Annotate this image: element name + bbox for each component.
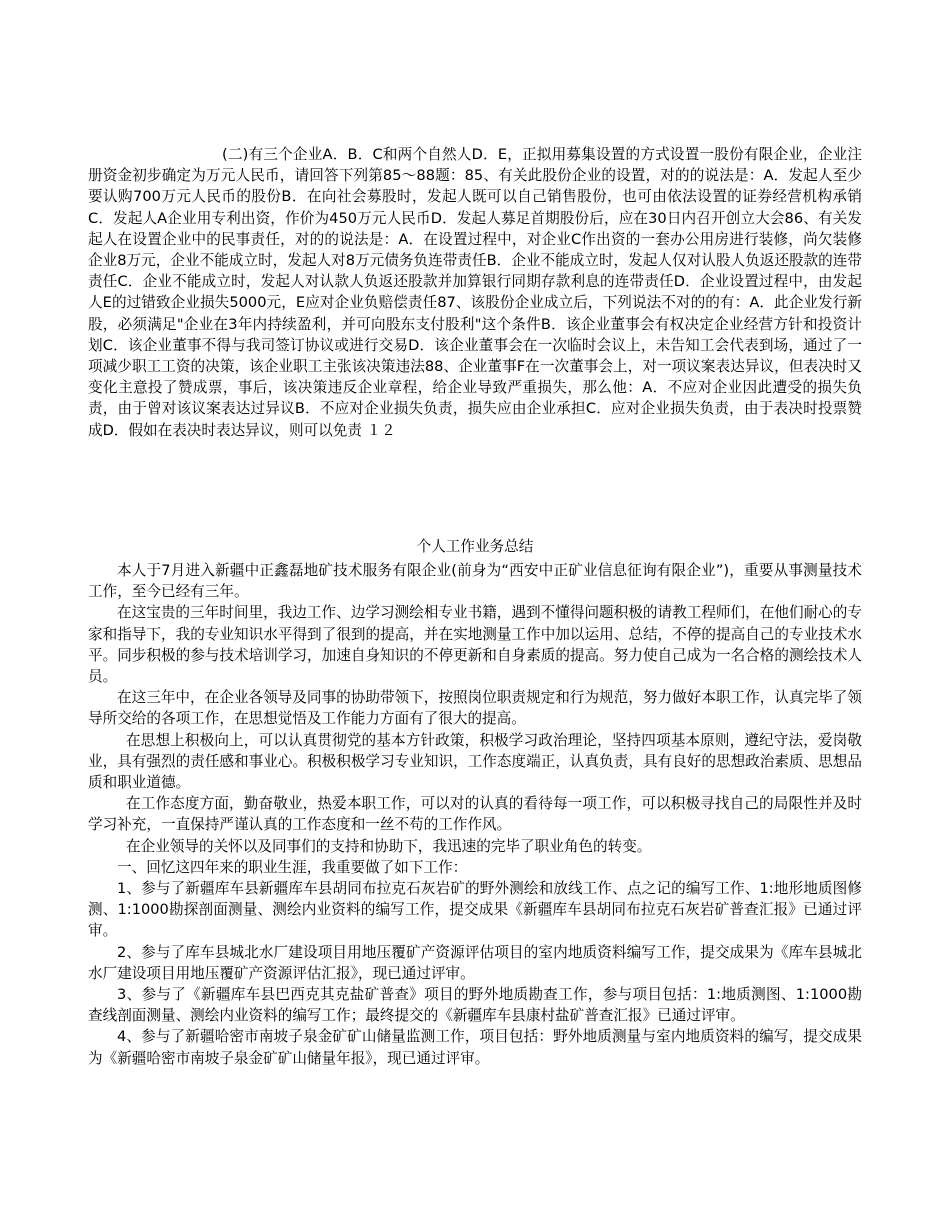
exam-question-section: (二)有三个企业A．B．C和两个自然人D．E，正拟用募集设置的方式设置一股份有限企业，企业注册资金初步确定为万元人民币，请回答下列第85～88题：85、有关此股份企业的设置，对的的说法是：A．发起人至少要认购700万元人民币的股份B．在向社会募股时，发起人既可以自己销售股份，也可由依法设置的证券经营机构承销C．发起人A企业用专利出资，作价为450万元人民币D．发起人募足首期股份后，应在30日内召开创立大会86、有关发起人在设置企业中的民事责任，对的的说法是：A．在设置过程中，对企业C作出资的一套办公用房进行装修，尚欠装修企业8万元，企业不能成立时，发起人对8万元债务负连带责任B．企业不能成立时，发起人仅对认股人负返还股款的连带责任C．企业不能成立时，发起人对认款人负返还股款并加算银行同期存款利息的连带责任D．企业设置过程中，由发起人E的过错致企业损失5000元，E应对企业负赔偿责任87、该股份企业成立后，下列说法不对的的有：A．此企业发行新股，必须满足"企业在3年内持续盈利，并可向股东支付股利"这个条件B．该企业董事会有权决定企业经营方针和投资计划C．该企业董事不得与我司签订协议或进行交易D．该企业董事会在一次临时会议上，未告知工会代表到场，通过了一项减少职工工资的决策，该企业职工主张该决策违法88、企业董事F在一次董事会上，对一项议案表达异议，但表决时又变化主意投了赞成票，事后，该决策违反企业章程，给企业导致严重损失，那么他：A．不应对企业因此遭受的损失负责，由于曾对该议案表达过异议B．不应对企业损失负责，损失应由企业承担C．应对企业损失负责，由于表决时投票赞成D．假如在表决时表达异议，则可以免责 １２ — [88, 146, 862, 439]
summary-body — [88, 560, 862, 1069]
work-item-1: 1、参与了新疆库车县新疆库车县胡同布拉克石灰岩矿的野外测绘和放线工作、点之记的编写工作、1:地形地质图修测、1:1000勘探剖面测量、测绘内业资料的编写工作，提交成果《新疆库车县胡同布拉克石灰岩矿普查汇报》已通过评审。 — [88, 880, 862, 940]
work-item-3: 3、参与了《新疆库车县巴西克其克盐矿普查》项目的野外地质勘查工作，参与项目包括：1:地质测图、1:1000勘查线剖面测量、测绘内业资料的编写工作；最终提交的《新疆库车县康村盐矿普查汇报》已通过评审。 — [88, 986, 862, 1025]
paragraph-work-heading: 一、回忆这四年来的职业生涯，我重要做了如下工作： — [117, 858, 468, 876]
work-item-4: 4、参与了新疆哈密市南坡子泉金矿矿山储量监测工作，项目包括：野外地质测量与室内地质资料的编写，提交成果为《新疆哈密市南坡子泉金矿矿山储量年报》，现已通过评审。 — [88, 1028, 862, 1067]
paragraph-intro: 本人于7月进入新疆中正鑫磊地矿技术服务有限企业(前身为“西安中正矿业信息征询有限企业”)，重要从事测量技术工作，至今已经有三年。 — [88, 562, 862, 601]
paragraph-ideology: 在思想上积极向上，可以认真贯彻党的基本方针政策，积极学习政治理论，坚持四项基本原则，遵纪守法，爱岗敬业，具有强烈的责任感和事业心。积极积极学习专业知识，工作态度端正，认真负责，具有良好的思想政治素质、思想品质和职业道德。 — [88, 731, 862, 792]
paragraph-role-change: 在企业领导的关怀以及同事们的支持和协助下，我迅速的完毕了职业角色的转变。 — [126, 837, 652, 855]
paragraph-duties: 在这三年中，在企业各领导及同事的协助带领下，按照岗位职责规定和行为规范，努力做好本职工作，认真完毕了领导所交给的各项工作，在思想觉悟及工作能力方面有了很大的提高。 — [88, 689, 862, 728]
paragraph-study: 在这宝贵的三年时间里，我边工作、边学习测绘相专业书籍，遇到不懂得问题积极的请教工程师们，在他们耐心的专家和指导下，我的专业知识水平得到了很到的提高，并在实地测量工作中加以运用、总结，不停的提高自己的专业技术水平。同步积极的参与技术培训学习，加速自身知识的不停更新和自身素质的提高。努力使自己成为一名合格的测绘技术人员。 — [88, 604, 862, 686]
paragraph-attitude: 在工作态度方面，勤奋敬业，热爱本职工作，可以对的认真的看待每一项工作，可以积极寻找自己的局限性并及时学习补充，一直保持严谨认真的工作态度和一丝不苟的工作作风。 — [88, 795, 862, 834]
work-item-2: 2、参与了库车县城北水厂建设项目用地压覆矿产资源评估项目的室内地质资料编写工作，提交成果为《库车县城北水厂建设项目用地压覆矿产资源评估汇报》，现已通过评审。 — [88, 943, 862, 982]
document-title: 个人工作业务总结 — [416, 538, 534, 555]
